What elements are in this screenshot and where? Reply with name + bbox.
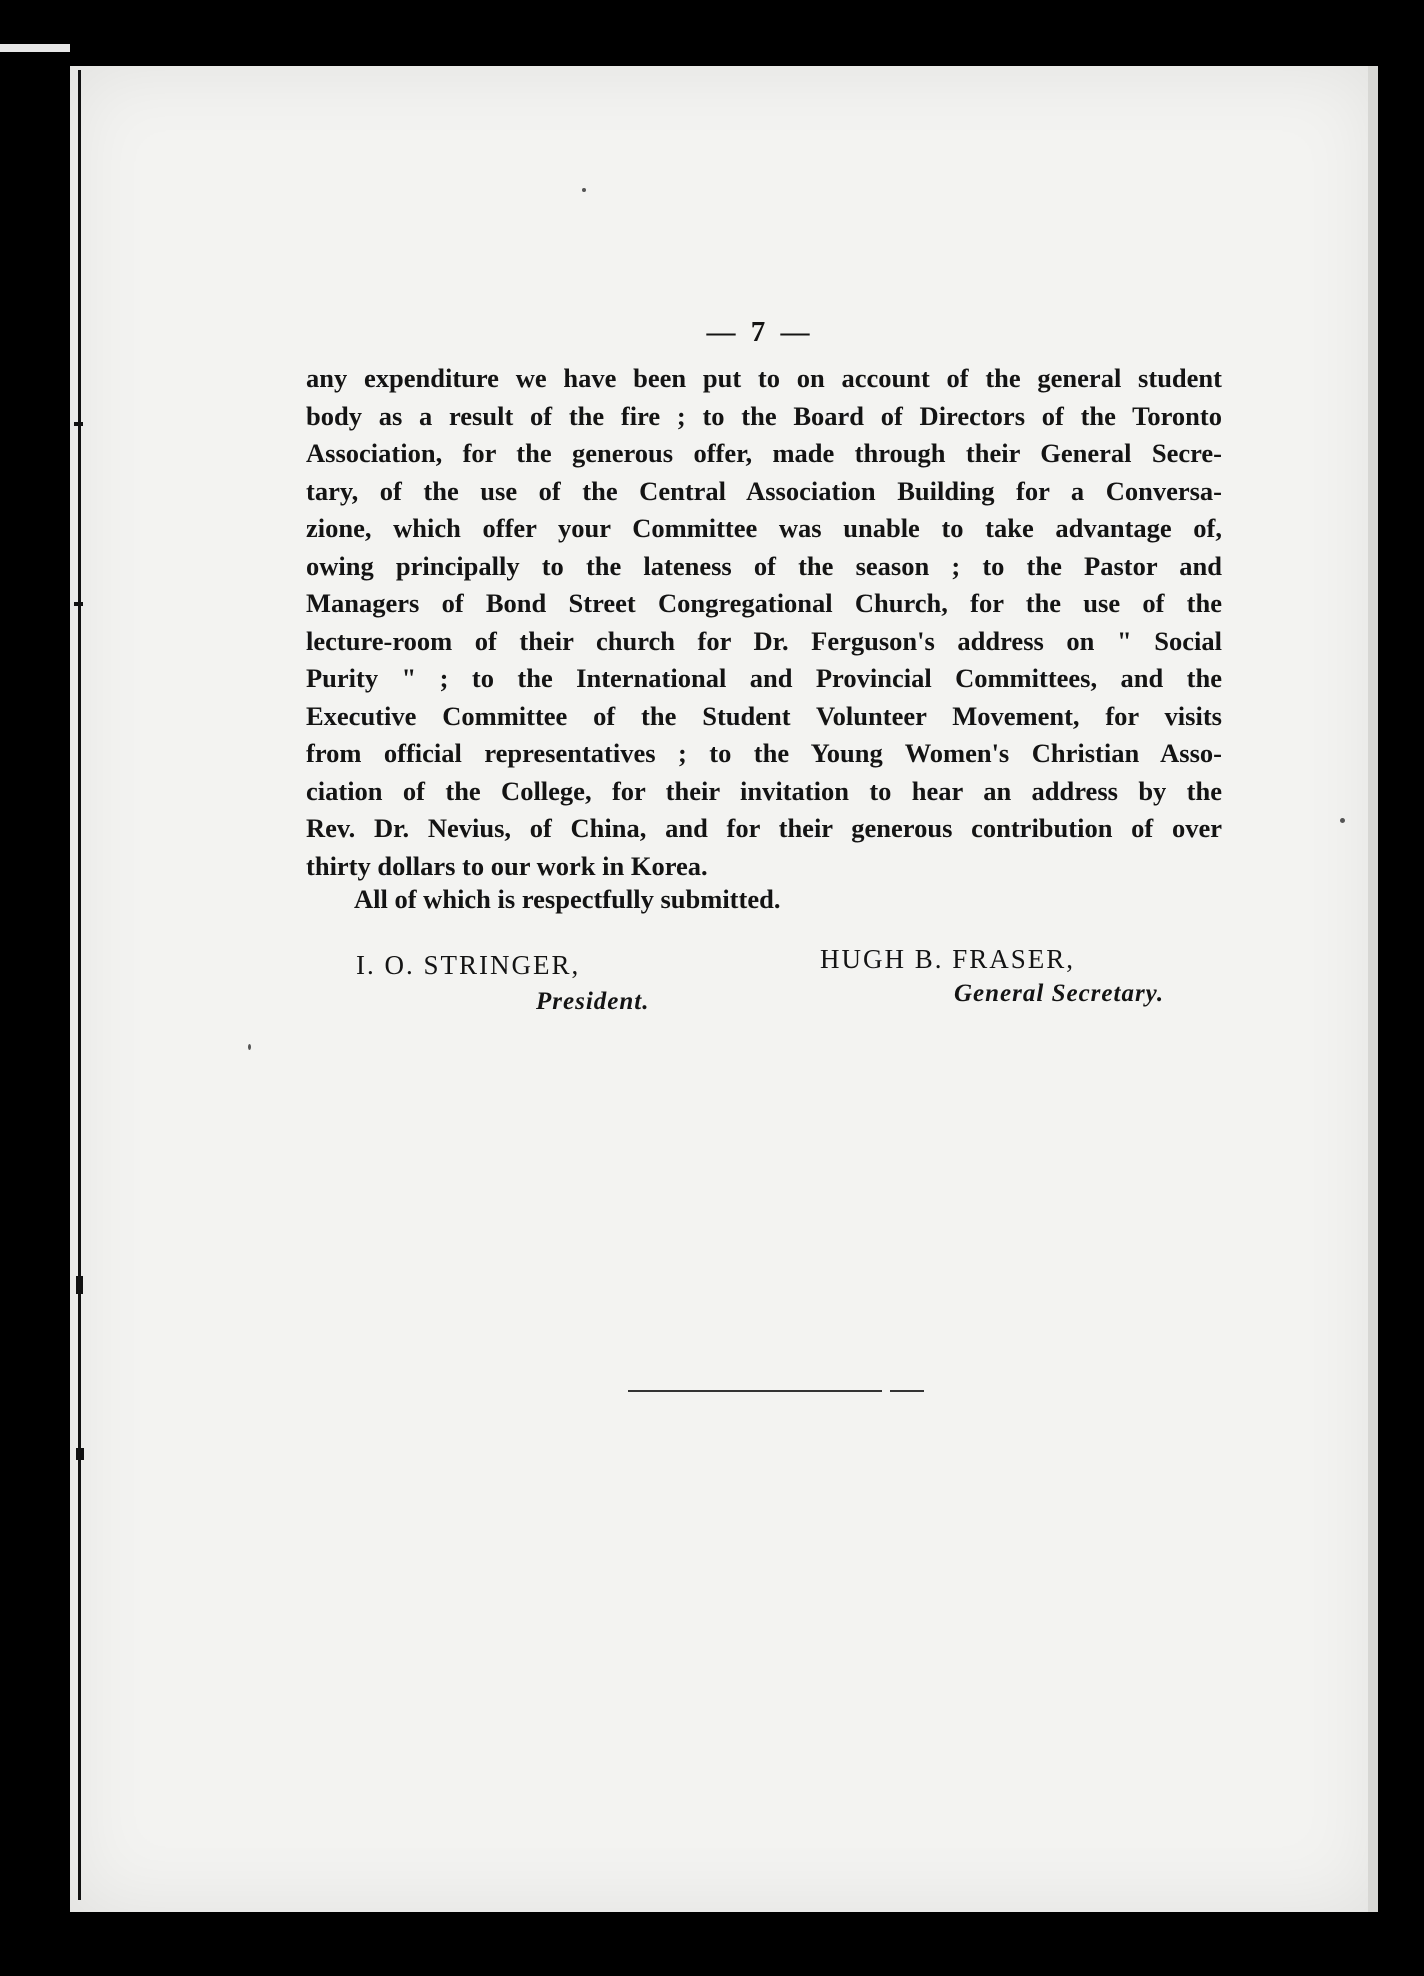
closing-line: All of which is respectfully submitted. [354, 884, 781, 914]
paper-speck [1340, 818, 1345, 823]
binding-mark [74, 422, 83, 426]
signatory-name-secretary: HUGH B. FRASER, [820, 944, 1076, 974]
text-line: owing principally to the lateness of the season ; to the Pastor and [306, 550, 1222, 581]
text-line: Rev. Dr. Nevius, of China, and for their generous contribution of over [306, 813, 1222, 843]
section-divider [628, 1390, 882, 1392]
binding-rule [78, 70, 81, 1900]
scan-edge-mark [0, 44, 70, 52]
text-line: lecture-room of their church for Dr. Ferguson's address on " Social [306, 625, 1222, 656]
paper-speck [248, 1044, 251, 1050]
page-edge-shadow [1368, 66, 1378, 1912]
text-line: ciation of the College, for their invitation to hear an address by the [306, 775, 1222, 806]
binding-mark [76, 1276, 83, 1294]
text-line: from official representatives ; to the Young Women's Christian Asso- [306, 738, 1222, 768]
binding-mark [76, 1448, 84, 1460]
text-line: Purity " ; to the International and Provincial Committees, and the [306, 663, 1222, 693]
text-line: Managers of Bond Street Congregational Church, for the use of the [306, 588, 1222, 618]
text-line: thirty dollars to our work in Korea. [306, 850, 708, 881]
paper-speck [582, 188, 586, 192]
text-line: body as a result of the fire ; to the Board of Directors of the Toronto [306, 400, 1222, 431]
signatory-name-president: I. O. STRINGER, [356, 950, 581, 980]
text-line: tary, of the use of the Central Association Building for a Conversa- [306, 475, 1222, 506]
text-line: any expenditure we have been put to on account of the general student [306, 363, 1222, 393]
text-line: Association, for the generous offer, made through their General Secre- [306, 438, 1222, 468]
body-paragraph [306, 360, 1222, 885]
signatory-title-secretary: General Secretary. [954, 980, 1165, 1007]
text-line: zione, which offer your Committee was unable to take advantage of, [306, 513, 1222, 543]
section-divider-short [890, 1390, 924, 1392]
binding-mark [74, 602, 83, 606]
signatory-title-president: President. [536, 988, 650, 1015]
text-line: Executive Committee of the Student Volunteer Movement, for visits [306, 700, 1222, 731]
page-number: — 7 — [706, 316, 814, 348]
